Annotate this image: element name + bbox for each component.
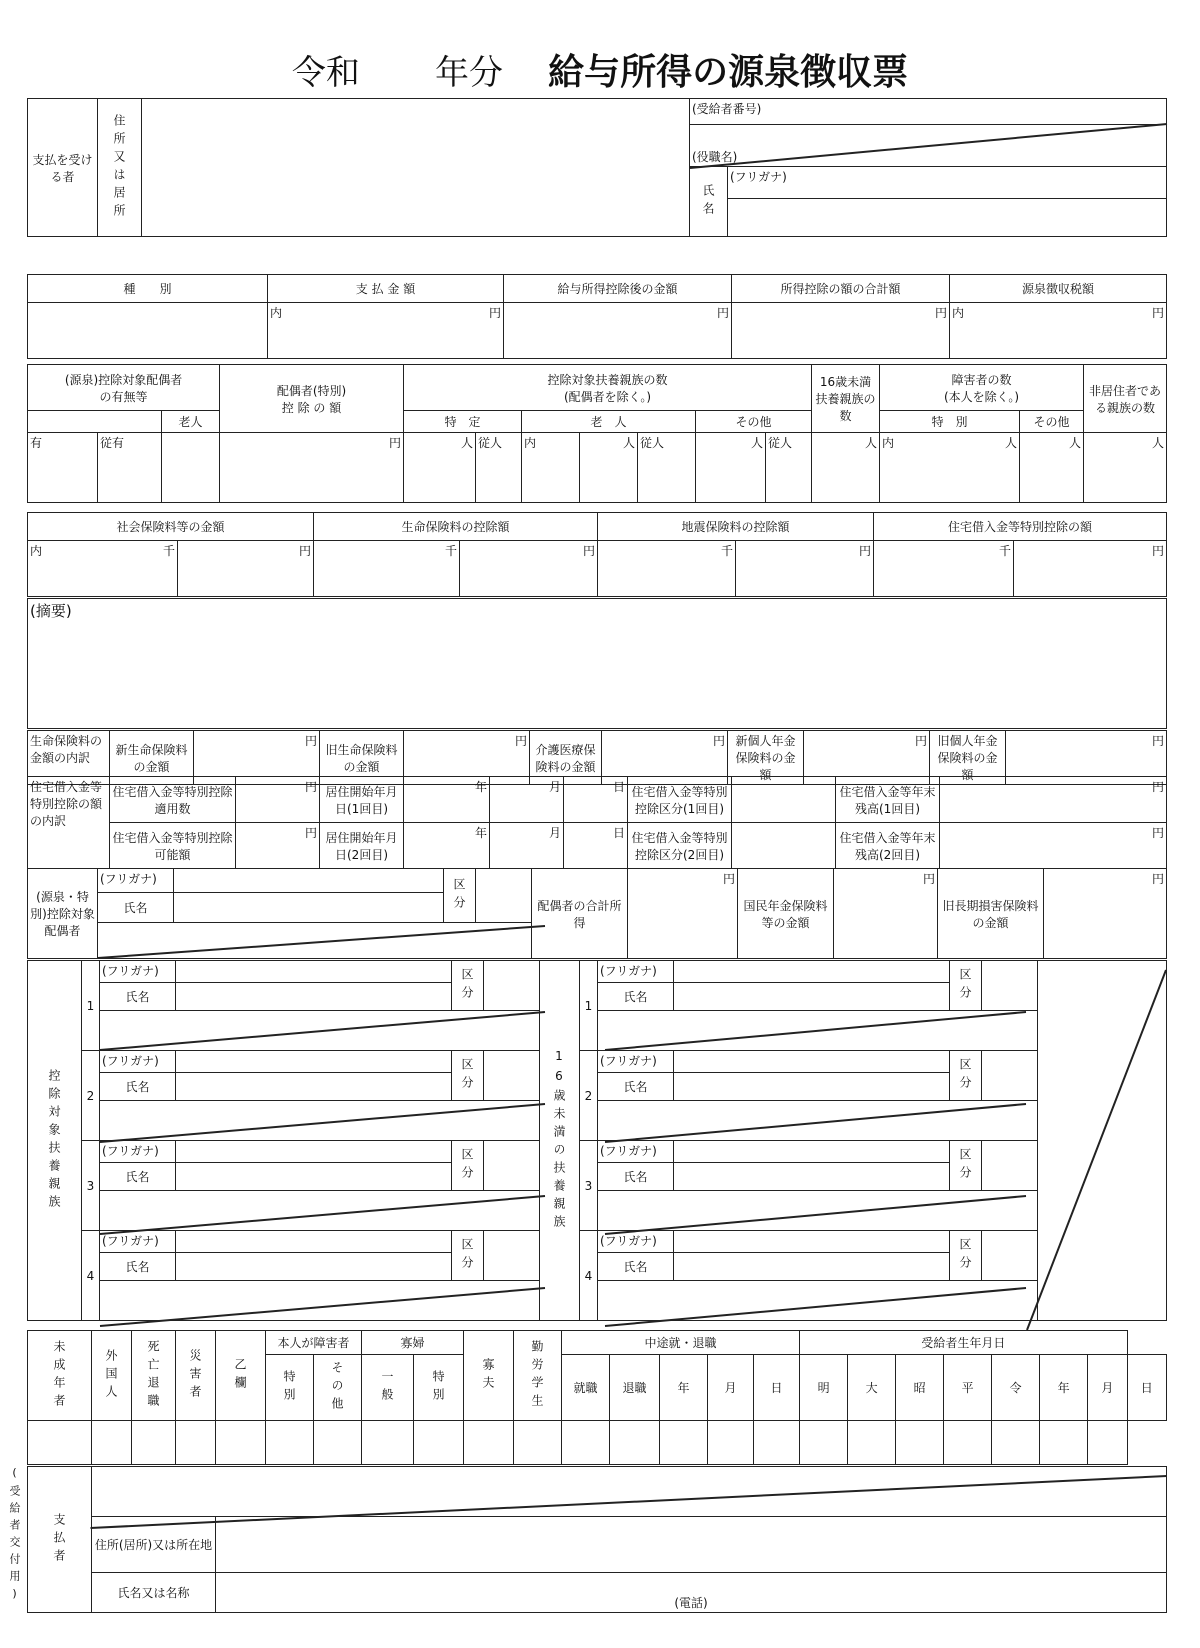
payment-header: 支 払 金 額 [268, 275, 504, 303]
date1-year[interactable]: 年 [404, 777, 490, 823]
spouse-income-label: 配偶者の合計所得 [532, 869, 628, 959]
left-dep-furigana-label: (フリガナ) [100, 961, 176, 983]
bal2-label: 住宅借入金等年末残高(2回目) [836, 823, 940, 869]
earthquake-yen[interactable]: 円 [736, 541, 874, 597]
birth-year: 年 [1040, 1355, 1088, 1421]
right-dep-number: 4 [580, 1231, 598, 1321]
special-label: 特 定 [404, 411, 522, 433]
dependents-table [27, 364, 1167, 503]
left-dep-kubun-field[interactable] [484, 1141, 540, 1191]
status-value-cell[interactable] [132, 1421, 176, 1465]
kind-field[interactable] [28, 303, 268, 359]
div2-label: 住宅借入金等特別控除区分(2回目) [628, 823, 732, 869]
spouse-deduction-header: 配偶者(特別) 控 除 の 額 [220, 365, 404, 433]
old-count[interactable]: 人 [580, 433, 638, 503]
payer-address-field[interactable] [216, 1517, 1167, 1573]
spouse-name-field[interactable] [174, 893, 444, 923]
spouse-furigana-field[interactable] [174, 869, 444, 893]
div1-label: 住宅借入金等特別控除区分(1回目) [628, 777, 732, 823]
spouse-kubun-label: 区分 [444, 869, 476, 923]
status-value-cell[interactable] [610, 1421, 660, 1465]
foreigner-label: 外国人 [92, 1331, 132, 1421]
left-dep-name-label: 氏名 [100, 1163, 176, 1191]
under16-count[interactable]: 人 [812, 433, 880, 503]
date2-month[interactable]: 月 [490, 823, 564, 869]
spouse-name-label: 氏名 [98, 893, 174, 923]
right-dep-furigana-label: (フリガナ) [598, 1141, 674, 1163]
amounts-table [27, 274, 1167, 359]
after-deduction-field[interactable]: 円 [504, 303, 732, 359]
spouse-kubun-field[interactable] [476, 869, 532, 923]
recipient-label: 支払を受ける者 [28, 99, 98, 237]
dependents-count-header: 控除対象扶養親族の数 (配偶者を除く。) [404, 365, 812, 411]
payer-name-label: 氏名又は名称 [92, 1573, 216, 1613]
status-value-cell[interactable] [314, 1421, 362, 1465]
status-value-cell[interactable] [1040, 1421, 1088, 1465]
bal1-field[interactable]: 円 [940, 777, 1167, 823]
date2-label: 居住開始年月日(2回目) [320, 823, 404, 869]
right-dep-furigana-field[interactable] [674, 1231, 950, 1253]
spouse-employed[interactable]: 従有 [98, 433, 162, 503]
date2-day[interactable]: 日 [564, 823, 628, 869]
status-value-cell[interactable] [896, 1421, 944, 1465]
recipient-number[interactable]: (受給者番号) [690, 99, 1167, 125]
status-value-cell[interactable] [362, 1421, 414, 1465]
birth-taisho: 大 [848, 1355, 896, 1421]
social-ins-header: 社会保険料等の金額 [28, 513, 314, 541]
spouse-diagonal-cell [98, 923, 532, 959]
left-dep-diagonal-cell [100, 1191, 540, 1231]
widow-label: 寡婦 [362, 1331, 464, 1355]
right-dep-kubun-field[interactable] [982, 1231, 1038, 1281]
bal2-field[interactable]: 円 [940, 823, 1167, 869]
status-value-cell[interactable] [1088, 1421, 1127, 1465]
blank-diagonal-cell [1038, 961, 1167, 1321]
left-dep-furigana-field[interactable] [176, 1231, 452, 1253]
disabled-other-label: その他 [1020, 411, 1084, 433]
kind-header: 種 別 [28, 275, 268, 303]
right-dep-number: 2 [580, 1051, 598, 1141]
left-dep-kubun-label: 区分 [452, 1051, 484, 1101]
right-dep-name-field[interactable] [674, 1163, 950, 1191]
form-main-title: 給与所得の源泉徴収票 [548, 52, 909, 93]
right-dep-name-label: 氏名 [598, 1163, 674, 1191]
earthquake-sen[interactable]: 千 [598, 541, 736, 597]
nonresident-header: 非居住者である親族の数 [1084, 365, 1167, 433]
dependents-list [27, 960, 1167, 1321]
social-ins-yen[interactable]: 円 [178, 541, 314, 597]
new-life-label: 新生命保険料の金額 [110, 731, 194, 785]
life-ins-sen[interactable]: 千 [314, 541, 460, 597]
right-dep-name-label: 氏名 [598, 1253, 674, 1281]
left-dep-name-field[interactable] [176, 1253, 452, 1281]
right-dependents-label: 16歳未満の扶養親族 [540, 961, 580, 1321]
left-dep-name-field[interactable] [176, 1163, 452, 1191]
midyear-hire: 就職 [562, 1355, 610, 1421]
status-value-cell[interactable] [414, 1421, 464, 1465]
payer-table [27, 1466, 1167, 1613]
date2-year[interactable]: 年 [404, 823, 490, 869]
right-dep-kubun-label: 区分 [950, 1141, 982, 1191]
right-dep-name-field[interactable] [674, 1073, 950, 1101]
housing-loan-header: 住宅借入金等特別控除の額 [874, 513, 1167, 541]
status-value-cell[interactable] [176, 1421, 216, 1465]
housing-possible-field[interactable]: 円 [236, 823, 320, 869]
year-unit: 年分 [434, 53, 503, 93]
special-count[interactable]: 人 [404, 433, 476, 503]
remarks-table [27, 598, 1167, 729]
right-dep-furigana-field[interactable] [674, 961, 950, 983]
old-pension-label: 旧個人年金保険料の金額 [930, 731, 1006, 785]
left-dep-furigana-field[interactable] [176, 1051, 452, 1073]
right-dep-number: 3 [580, 1141, 598, 1231]
midyear-year: 年 [660, 1355, 708, 1421]
housing-count-label: 住宅借入金等特別控除適用数 [110, 777, 236, 823]
spouse-income-field[interactable]: 円 [628, 869, 738, 959]
nonresident-count[interactable]: 人 [1084, 433, 1167, 503]
right-dep-kubun-field[interactable] [982, 961, 1038, 1011]
disabled-other: その他 [314, 1355, 362, 1421]
pension-label: 国民年金保険料等の金額 [738, 869, 834, 959]
payer-label: 支払者 [28, 1467, 92, 1613]
status-value-cell[interactable] [514, 1421, 562, 1465]
left-dep-name-label: 氏名 [100, 1073, 176, 1101]
payer-address-label: 住所(居所)又は所在地 [92, 1517, 216, 1573]
disabled-special-count[interactable]: 内 人 [880, 433, 1020, 503]
right-dep-name-label: 氏名 [598, 1073, 674, 1101]
status-value-cell[interactable] [266, 1421, 314, 1465]
name-label: 氏名 [690, 167, 728, 237]
elderly-field[interactable] [162, 433, 220, 503]
status-value-cell[interactable] [562, 1421, 610, 1465]
left-dependents-label: 控除対象扶養親族 [28, 961, 82, 1321]
left-dep-furigana-field[interactable] [176, 1141, 452, 1163]
spouse-label: (源泉・特別)控除対象配偶者 [28, 869, 98, 959]
right-dep-name-field[interactable] [674, 1253, 950, 1281]
right-dep-furigana-label: (フリガナ) [598, 961, 674, 983]
left-dep-kubun-label: 区分 [452, 1231, 484, 1281]
payer-name-field[interactable]: (電話) [216, 1573, 1167, 1613]
right-dep-kubun-label: 区分 [950, 1051, 982, 1101]
right-dep-diagonal-cell [598, 1101, 1038, 1141]
left-dep-number: 1 [82, 961, 100, 1051]
disabled-other-count[interactable]: 人 [1020, 433, 1084, 503]
era-label: 令和 [291, 53, 360, 93]
status-value-cell[interactable] [92, 1421, 132, 1465]
status-value-cell[interactable] [800, 1421, 848, 1465]
right-dep-furigana-field[interactable] [674, 1051, 950, 1073]
right-dep-diagonal-cell [598, 1281, 1038, 1321]
bal1-label: 住宅借入金等年末残高(1回目) [836, 777, 940, 823]
status-value-cell[interactable] [28, 1421, 92, 1465]
withholding-field[interactable]: 内 円 [950, 303, 1167, 359]
left-dep-furigana-label: (フリガナ) [100, 1231, 176, 1253]
after-deduction-header: 給与所得控除後の金額 [504, 275, 732, 303]
date1-day[interactable]: 日 [564, 777, 628, 823]
life-ins-header: 生命保険料の控除額 [314, 513, 598, 541]
disaster-label: 災害者 [176, 1331, 216, 1421]
spouse-header: (源泉)控除対象配偶者 の有無等 [28, 365, 220, 411]
deduction-total-header: 所得控除の額の合計額 [732, 275, 950, 303]
self-disabled-label: 本人が障害者 [266, 1331, 362, 1355]
disabled-special-label: 特 別 [880, 411, 1020, 433]
life-ins-label: 生命保険料の金額の内訳 [28, 731, 110, 785]
left-dep-kubun-field[interactable] [484, 1231, 540, 1281]
insurance-table [27, 512, 1167, 597]
birth-heisei: 平 [944, 1355, 992, 1421]
otsu-label: 乙欄 [216, 1331, 266, 1421]
right-dep-name-label: 氏名 [598, 983, 674, 1011]
right-dep-kubun-field[interactable] [982, 1141, 1038, 1191]
elderly-label: 老人 [162, 411, 220, 433]
midyear-label: 中途就・退職 [562, 1331, 800, 1355]
left-dep-kubun-label: 区分 [452, 961, 484, 1011]
left-dep-name-label: 氏名 [100, 1253, 176, 1281]
widow-general: 一般 [362, 1355, 414, 1421]
other-ju[interactable]: 従人 [766, 433, 812, 503]
widower-label: 寡夫 [464, 1331, 514, 1421]
disabled-special: 特別 [266, 1355, 314, 1421]
birth-meiji: 明 [800, 1355, 848, 1421]
old-long-label: 旧長期損害保険料の金額 [938, 869, 1044, 959]
midyear-day: 日 [754, 1355, 800, 1421]
widow-special: 特別 [414, 1355, 464, 1421]
left-dep-furigana-label: (フリガナ) [100, 1141, 176, 1163]
left-dep-number: 3 [82, 1141, 100, 1231]
old-uchi[interactable]: 内 [522, 433, 580, 503]
old-long-field[interactable]: 円 [1044, 869, 1167, 959]
payer-diagonal-cell [92, 1467, 1167, 1517]
withholding-header: 源泉徴収税額 [950, 275, 1167, 303]
special-ju[interactable]: 従人 [476, 433, 522, 503]
housing-breakdown [27, 776, 1167, 869]
disabled-header: 障害者の数 (本人を除く。) [880, 365, 1084, 411]
right-dep-name-field[interactable] [674, 983, 950, 1011]
other-count[interactable]: 人 [696, 433, 766, 503]
status-value-cell[interactable] [944, 1421, 992, 1465]
life-ins-yen[interactable]: 円 [460, 541, 598, 597]
status-value-cell[interactable] [464, 1421, 514, 1465]
right-dep-furigana-label: (フリガナ) [598, 1231, 674, 1253]
status-value-cell[interactable] [848, 1421, 896, 1465]
div2-field[interactable] [732, 823, 836, 869]
spouse-furigana-label: (フリガナ) [98, 869, 174, 893]
birth-day: 日 [1127, 1355, 1166, 1421]
new-pension-field[interactable]: 円 [804, 731, 930, 785]
midyear-month: 月 [708, 1355, 754, 1421]
old-life-field[interactable]: 円 [404, 731, 530, 785]
left-dep-furigana-label: (フリガナ) [100, 1051, 176, 1073]
right-dep-furigana-field[interactable] [674, 1141, 950, 1163]
left-dep-diagonal-cell [100, 1101, 540, 1141]
status-value-cell[interactable] [216, 1421, 266, 1465]
birth-reiwa: 令 [992, 1355, 1040, 1421]
left-dep-diagonal-cell [100, 1011, 540, 1051]
left-dep-kubun-field[interactable] [484, 961, 540, 1011]
earthquake-ins-header: 地震保険料の控除額 [598, 513, 874, 541]
birth-label: 受給者生年月日 [800, 1331, 1127, 1355]
left-dep-kubun-label: 区分 [452, 1141, 484, 1191]
status-value-cell[interactable] [992, 1421, 1040, 1465]
address-label: 住所又は居所 [98, 99, 142, 237]
student-label: 勤労学生 [514, 1331, 562, 1421]
remarks-field[interactable]: (摘要) [28, 599, 1167, 729]
housing-count-field[interactable]: 円 [236, 777, 320, 823]
death-label: 死亡退職 [132, 1331, 176, 1421]
new-pension-label: 新個人年金保険料の金額 [728, 731, 804, 785]
status-table [27, 1330, 1167, 1465]
housing-yen[interactable]: 円 [1014, 541, 1167, 597]
date1-month[interactable]: 月 [490, 777, 564, 823]
old-label: 老 人 [522, 411, 696, 433]
position-field[interactable]: (役職名) [690, 125, 1167, 167]
pension-field[interactable]: 円 [834, 869, 938, 959]
status-value-cell[interactable] [660, 1421, 708, 1465]
right-dep-kubun-label: 区分 [950, 1231, 982, 1281]
housing-possible-label: 住宅借入金等特別控除可能額 [110, 823, 236, 869]
care-label: 介護医療保険料の金額 [530, 731, 602, 785]
right-dep-diagonal-cell [598, 1191, 1038, 1231]
housing-sen[interactable]: 千 [874, 541, 1014, 597]
left-dep-furigana-field[interactable] [176, 961, 452, 983]
spouse-deduction-field[interactable]: 円 [220, 433, 404, 503]
date1-label: 居住開始年月日(1回目) [320, 777, 404, 823]
deduction-total-field[interactable]: 円 [732, 303, 950, 359]
spouse-yes[interactable]: 有 [28, 433, 98, 503]
left-dep-number: 4 [82, 1231, 100, 1321]
old-life-label: 旧生命保険料の金額 [320, 731, 404, 785]
birth-month: 月 [1088, 1355, 1127, 1421]
left-dep-diagonal-cell [100, 1281, 540, 1321]
birth-showa: 昭 [896, 1355, 944, 1421]
minor-label: 未成年者 [28, 1331, 92, 1421]
furigana-field[interactable]: (フリガナ) [728, 167, 1167, 199]
spouse-detail [27, 868, 1167, 959]
left-dep-name-label: 氏名 [100, 983, 176, 1011]
other-label: その他 [696, 411, 812, 433]
left-dep-kubun-field[interactable] [484, 1051, 540, 1101]
housing-label: 住宅借入金等特別控除の額の内訳 [28, 777, 110, 869]
div1-field[interactable] [732, 777, 836, 823]
right-dep-furigana-label: (フリガナ) [598, 1051, 674, 1073]
payer-side-label: (受給者交付用) [8, 1466, 21, 1606]
new-life-field[interactable]: 円 [194, 731, 320, 785]
left-dep-name-field[interactable] [176, 983, 452, 1011]
old-ju[interactable]: 従人 [638, 433, 696, 503]
right-dep-kubun-field[interactable] [982, 1051, 1038, 1101]
midyear-leave: 退職 [610, 1355, 660, 1421]
right-dep-number: 1 [580, 961, 598, 1051]
left-dep-number: 2 [82, 1051, 100, 1141]
left-dep-name-field[interactable] [176, 1073, 452, 1101]
under16-header: 16歳未満扶養親族の数 [812, 365, 880, 433]
social-ins-field[interactable]: 内 千 [28, 541, 178, 597]
status-value-cell[interactable] [754, 1421, 800, 1465]
payment-field[interactable]: 内 円 [268, 303, 504, 359]
right-dep-diagonal-cell [598, 1011, 1038, 1051]
right-dep-kubun-label: 区分 [950, 961, 982, 1011]
status-value-cell[interactable] [708, 1421, 754, 1465]
old-pension-field[interactable]: 円 [1006, 731, 1167, 785]
care-field[interactable]: 円 [602, 731, 728, 785]
